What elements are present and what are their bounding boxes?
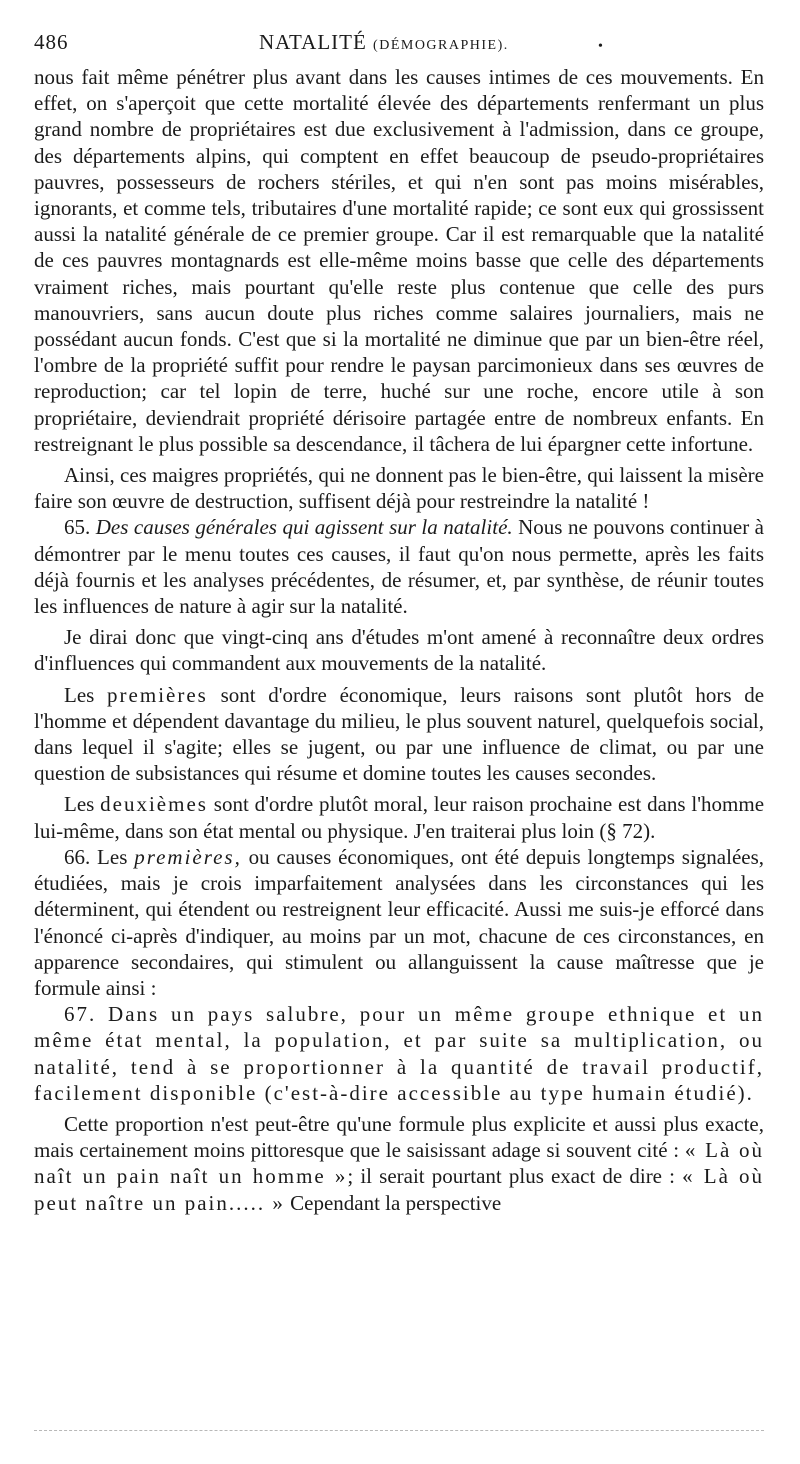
section-66-number: 66. Les xyxy=(64,844,128,869)
paragraph-ainsi: Ainsi, ces maigres propriétés, qui ne donnent pas le bien-être, qui laissent la misère faire son œuvre de destruction, suffisent déjà pour restreindre la natalité ! xyxy=(34,463,764,514)
running-header xyxy=(34,30,774,60)
bottom-rule xyxy=(34,1430,764,1431)
body-text xyxy=(34,64,764,1216)
closing-middle: ; il serait pourtant plus exact de dire : xyxy=(347,1164,675,1189)
header-dot: • xyxy=(598,39,604,54)
paragraph-two-orders: Je dirai donc que vingt-cinq ans d'études m'ont amené à reconnaître deux ordres d'influences qui commandent aux mouvements de la natalité. xyxy=(34,625,764,676)
premieres-lead: Les xyxy=(64,682,95,707)
section-66 xyxy=(34,844,764,1001)
deuxiemes-text: sont d'ordre plutôt moral, leur raison prochaine est dans l'homme lui-même, dans son état mental ou physique. J'en traiterai plus loin (§ 72). xyxy=(34,792,765,843)
section-67: 67. Dans un pays salubre, pour un même groupe ethnique et un même état mental, la population, et par suite sa multiplication, ou natalité, tend à se proportionner à la quantité de travail productif, facilement disponible (c'est-à-dire accessible au type humain étudié). xyxy=(34,1002,764,1105)
section-65-title: Des causes générales qui agissent sur la natalité. xyxy=(95,515,513,540)
paragraph-closing xyxy=(34,1111,764,1216)
premieres-word: premières xyxy=(107,682,208,707)
closing-adage-2: « Là où peut naître un pain..... » xyxy=(34,1164,765,1215)
section-65-text: Nous ne pouvons continuer à démontrer par le menu toutes ces causes, il faut qu'on nous permette, après les faits déjà fournis et les analyses précédentes, de résumer, et, par synthèse, de réunir toutes les influences de nature à agir sur la natalité. xyxy=(34,515,764,619)
running-title xyxy=(259,30,509,55)
closing-end: Cependant la perspective xyxy=(290,1190,502,1215)
paragraph-premieres xyxy=(34,682,764,787)
deuxiemes-word: deuxièmes xyxy=(100,792,208,817)
paragraph-mortality: nous fait même pénétrer plus avant dans les causes intimes de ces mouvements. En effet, on s'aperçoit que cette mortalité élevée des départements renfermant un plus grand nombre de propriétaires est due exclusivement à l'admission, dans ce groupe, des départements alpins, qui comptent en effet beaucoup de pseudo-propriétaires pauvres, possesseurs de rochers stériles, et qui n'en sont pas moins misérables, ignorants, et comme tels, tributaires d'une mortalité rapide; ce sont eux qui grossissent aussi la natalité générale de ce premier groupe. Car il est remarquable que la natalité de ces pauvres montagnards est elle-même moins basse que celle des départements vraiment riches, mais pourtant qu'elle reste plus contenue que celle des purs manouvriers, sans aucun doute plus riches comme salaires journaliers, mais ne possédant aucun fonds. C'est que si la mortalité ne diminue que par un bien-être réel, l'ombre de la propriété suffit pour rendre le paysan parcimonieux dans ses œuvres de reproduction; car tel lopin de terre, huché sur une roche, encore utile à son propriétaire, deviendrait propriété dérisoire partagée entre de nombreux enfants. En restreignant le plus possible sa descendance, il tâchera de lui épargner cette infortune. xyxy=(34,65,764,456)
section-66-text: ou causes économiques, ont été depuis longtemps signalées, étudiées, mais je crois imparfaitement analysées dans les circonstances qui les déterminent, qui étendent ou restreignent leur efficacité. Aussi me suis-je efforcé dans l'énoncé ci-après d'indiquer, au moins par un mot, chacune de ces circonstances, en apparence secondaires, qui stimulent ou allanguissent la cause maîtresse que je formule ainsi : xyxy=(34,844,765,1000)
paragraph-deuxiemes xyxy=(34,791,764,843)
section-65-number: 65. xyxy=(64,515,91,540)
section-66-word: premières, xyxy=(134,844,242,869)
closing-text: Cette proportion n'est peut-être qu'une formule plus explicite et aussi plus exacte, mais certainement moins pittoresque que le saisissant adage si souvent cité : xyxy=(34,1111,764,1163)
premieres-text: sont d'ordre économique, leurs raisons sont plutôt hors de l'homme et dépendent davantage du milieu, le plus souvent naturel, quelquefois social, dans lequel il s'agite; elles se jugent, ou par une influence de climat, ou par une question de subsistances qui résume et domine toutes les causes secondes. xyxy=(34,682,765,786)
deuxiemes-lead: Les xyxy=(64,792,95,817)
section-65 xyxy=(34,514,764,619)
closing-adage-1: « Là où naît un pain naît un homme » xyxy=(34,1138,764,1189)
page-number: 486 xyxy=(34,30,69,54)
running-title-main: NATALITÉ xyxy=(259,30,367,54)
running-title-sub: (DÉMOGRAPHIE). xyxy=(373,38,509,53)
